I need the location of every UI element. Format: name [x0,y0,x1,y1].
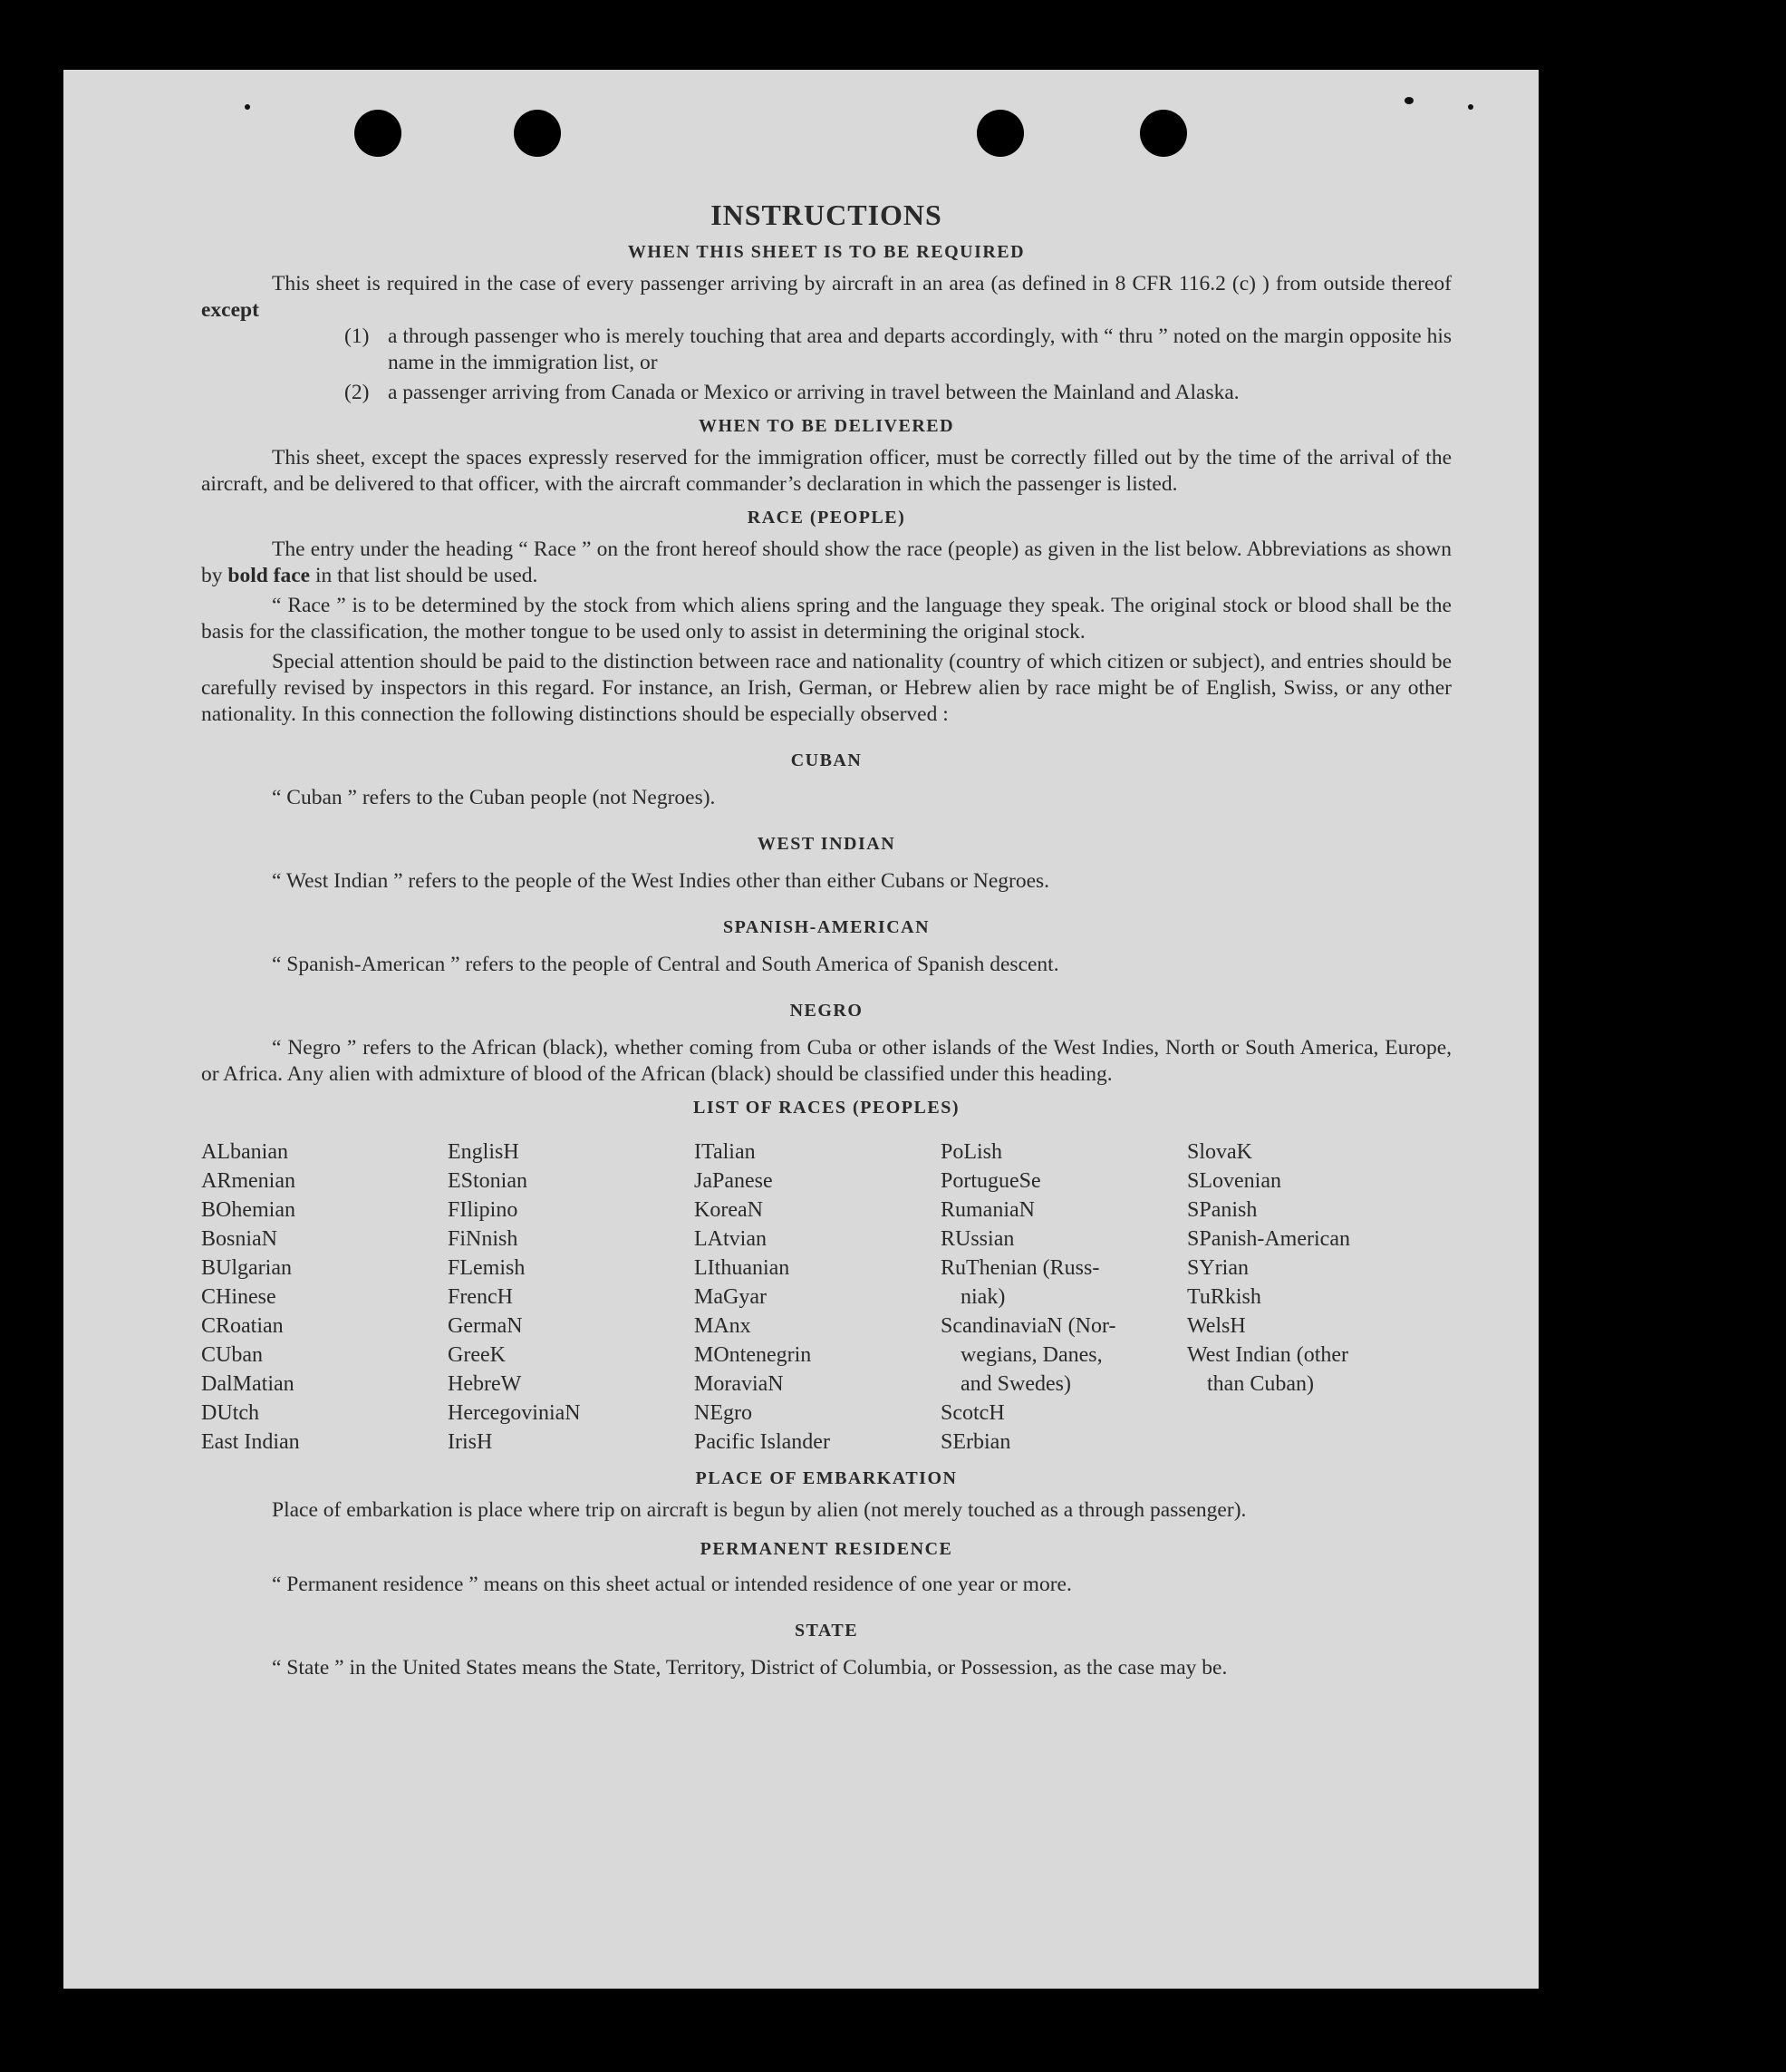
punch-hole [1140,110,1187,157]
exception-item: (1) a through passenger who is merely touching that area and departs accordingly, with “ thru ” noted on the margin opposite his name in the immigration list, or [344,324,1452,374]
race-column [1187,1138,1452,1457]
speck-mark [1468,104,1473,110]
heading-list-of-races: LIST OF RACES (PEOPLES) [692,1098,960,1118]
race-entry: SPanish-American [1187,1227,1350,1251]
punch-hole [977,110,1024,157]
race-entry: ITalian [694,1140,756,1164]
race-entry: KoreaN [694,1198,763,1222]
race-entry: CHinese [201,1285,276,1309]
heading-negro: NEGRO [789,1001,864,1021]
heading-permanent-residence: PERMANENT RESIDENCE [700,1539,953,1559]
race-entry: FLemish [448,1256,526,1280]
exception-item: (2) a passenger arriving from Canada or Mexico or arriving in travel between the Mainland and Alaska. [344,381,1240,404]
punch-hole [354,110,401,157]
race-entry: FIlipino [448,1198,518,1222]
speck-mark [245,104,250,110]
race-entry: EnglisH [448,1140,519,1164]
race-entry: ScandinaviaN (Nor- [941,1314,1116,1338]
race-entry: MAnx [694,1314,751,1338]
race-entry: LAtvian [694,1227,767,1251]
race-entry: SYrian [1187,1256,1249,1280]
cuban-text: “ Cuban ” refers to the Cuban people (not Negroes). [272,786,716,809]
race-entry: HebreW [448,1372,522,1396]
heading-when-required: WHEN THIS SHEET IS TO BE REQUIRED [627,242,1026,262]
race-entry: TuRkish [1187,1285,1261,1309]
race-entry: PortugueSe [941,1169,1041,1193]
race-entry: RUssian [941,1227,1015,1251]
race-entry: NEgro [694,1401,752,1425]
speck-mark [1405,97,1414,104]
race-entry: BUlgarian [201,1256,292,1280]
race-column [201,1138,448,1457]
race-entry: RumaniaN [941,1198,1035,1222]
race-entry: GermaN [448,1314,523,1338]
race-entry: EStonian [448,1169,527,1193]
race-entry: RuThenian (Russ- [941,1256,1100,1280]
race-entry: wegians, Danes, [961,1343,1103,1367]
document-sheet [63,70,1539,1989]
race-entry: WelsH [1187,1314,1246,1338]
race-column [448,1138,694,1457]
instructions-content [201,198,1452,1681]
heading-race: RACE (PEOPLE) [747,508,906,528]
heading-embarkation: PLACE OF EMBARKATION [695,1468,958,1488]
race-entry: MoraviaN [694,1372,784,1396]
race-entry: than Cuban) [1207,1372,1314,1396]
race-column [694,1138,941,1457]
heading-cuban: CUBAN [790,750,863,770]
race-entry: West Indian (other [1187,1343,1349,1367]
race-entry: JaPanese [694,1169,773,1193]
race-paragraph-2: “ Race ” is to be determined by the stock from which aliens spring and the language they speak. The original stock or blood shall be the basis for the classification, the mother tongue to be used only to assist in determining the original stock. [201,594,1452,644]
race-entry: BosniaN [201,1227,277,1251]
punch-hole [514,110,561,157]
race-entry: niak) [961,1285,1006,1309]
state-text: “ State ” in the United States means the State, Territory, District of Columbia, or Possession, as the case may be. [272,1656,1228,1680]
race-entry: SLovenian [1187,1169,1281,1193]
race-entry: SErbian [941,1430,1011,1454]
race-entry: ARmenian [201,1169,295,1193]
race-entry: East Indian [201,1430,300,1454]
embarkation-text: Place of embarkation is place where trip on aircraft is begun by alien (not merely touched as a through passenger). [272,1498,1247,1522]
heading-state: STATE [794,1621,859,1641]
race-entry: SlovaK [1187,1140,1252,1164]
race-entry: BOhemian [201,1198,295,1222]
race-entry: MOntenegrin [694,1343,812,1367]
race-column [941,1138,1187,1457]
race-entry: HercegoviniaN [448,1401,581,1425]
race-entry: Pacific Islander [694,1430,830,1454]
race-entry: IrisH [448,1430,493,1454]
race-entry: GreeK [448,1343,506,1367]
race-entry: and Swedes) [961,1372,1071,1396]
race-paragraph-3: Special attention should be paid to the distinction between race and nationality (country of which citizen or subject), and entries should be carefully revised by inspectors in this regard. For instance, an Irish, German, or Hebrew alien by race might be of English, Swiss, or any other nationality. In this connection the following distinctions should be especially observed : [201,650,1452,726]
when-required-intro: This sheet is required in the case of every passenger arriving by aircraft in an area (as defined in 8 CFR 116.2 (c) ) from outside thereof except [201,272,1452,322]
race-entry: LIthuanian [694,1256,790,1280]
race-entry: DUtch [201,1401,259,1425]
race-entry: FiNnish [448,1227,518,1251]
heading-when-delivered: WHEN TO BE DELIVERED [698,416,955,436]
race-paragraph-1: The entry under the heading “ Race ” on the front hereof should show the race (people) as given in the list below. Abbreviations as shown by bold face in that list should be used. [201,537,1452,587]
race-entry: MaGyar [694,1285,767,1309]
spanish-american-text: “ Spanish-American ” refers to the people of Central and South America of Spanish descent. [272,953,1059,976]
race-entry: ScotcH [941,1401,1005,1425]
race-list [201,1138,1452,1457]
negro-text: “ Negro ” refers to the African (black), whether coming from Cuba or other islands of the West Indies, North or South America, Europe, or Africa. Any alien with admixture of blood of the African (black) should be classified under this heading. [201,1036,1452,1086]
heading-spanish-american: SPANISH-AMERICAN [722,917,931,937]
race-entry: SPanish [1187,1198,1258,1222]
heading-west-indian: WEST INDIAN [757,834,896,854]
race-entry: CUban [201,1343,263,1367]
race-entry: ALbanian [201,1140,288,1164]
race-entry: FrencH [448,1285,513,1309]
permanent-residence-text: “ Permanent residence ” means on this sheet actual or intended residence of one year or more. [272,1573,1072,1596]
race-entry: CRoatian [201,1314,284,1338]
page-title: INSTRUCTIONS [710,198,942,231]
when-delivered-text: This sheet, except the spaces expressly reserved for the immigration officer, must be correctly filled out by the time of the arrival of the aircraft, and be delivered to that officer, with the aircraft commander’s declaration in which the passenger is listed. [201,446,1452,496]
west-indian-text: “ West Indian ” refers to the people of the West Indies other than either Cubans or Negroes. [272,869,1050,893]
race-entry: PoLish [941,1140,1003,1164]
race-entry: DalMatian [201,1372,294,1396]
